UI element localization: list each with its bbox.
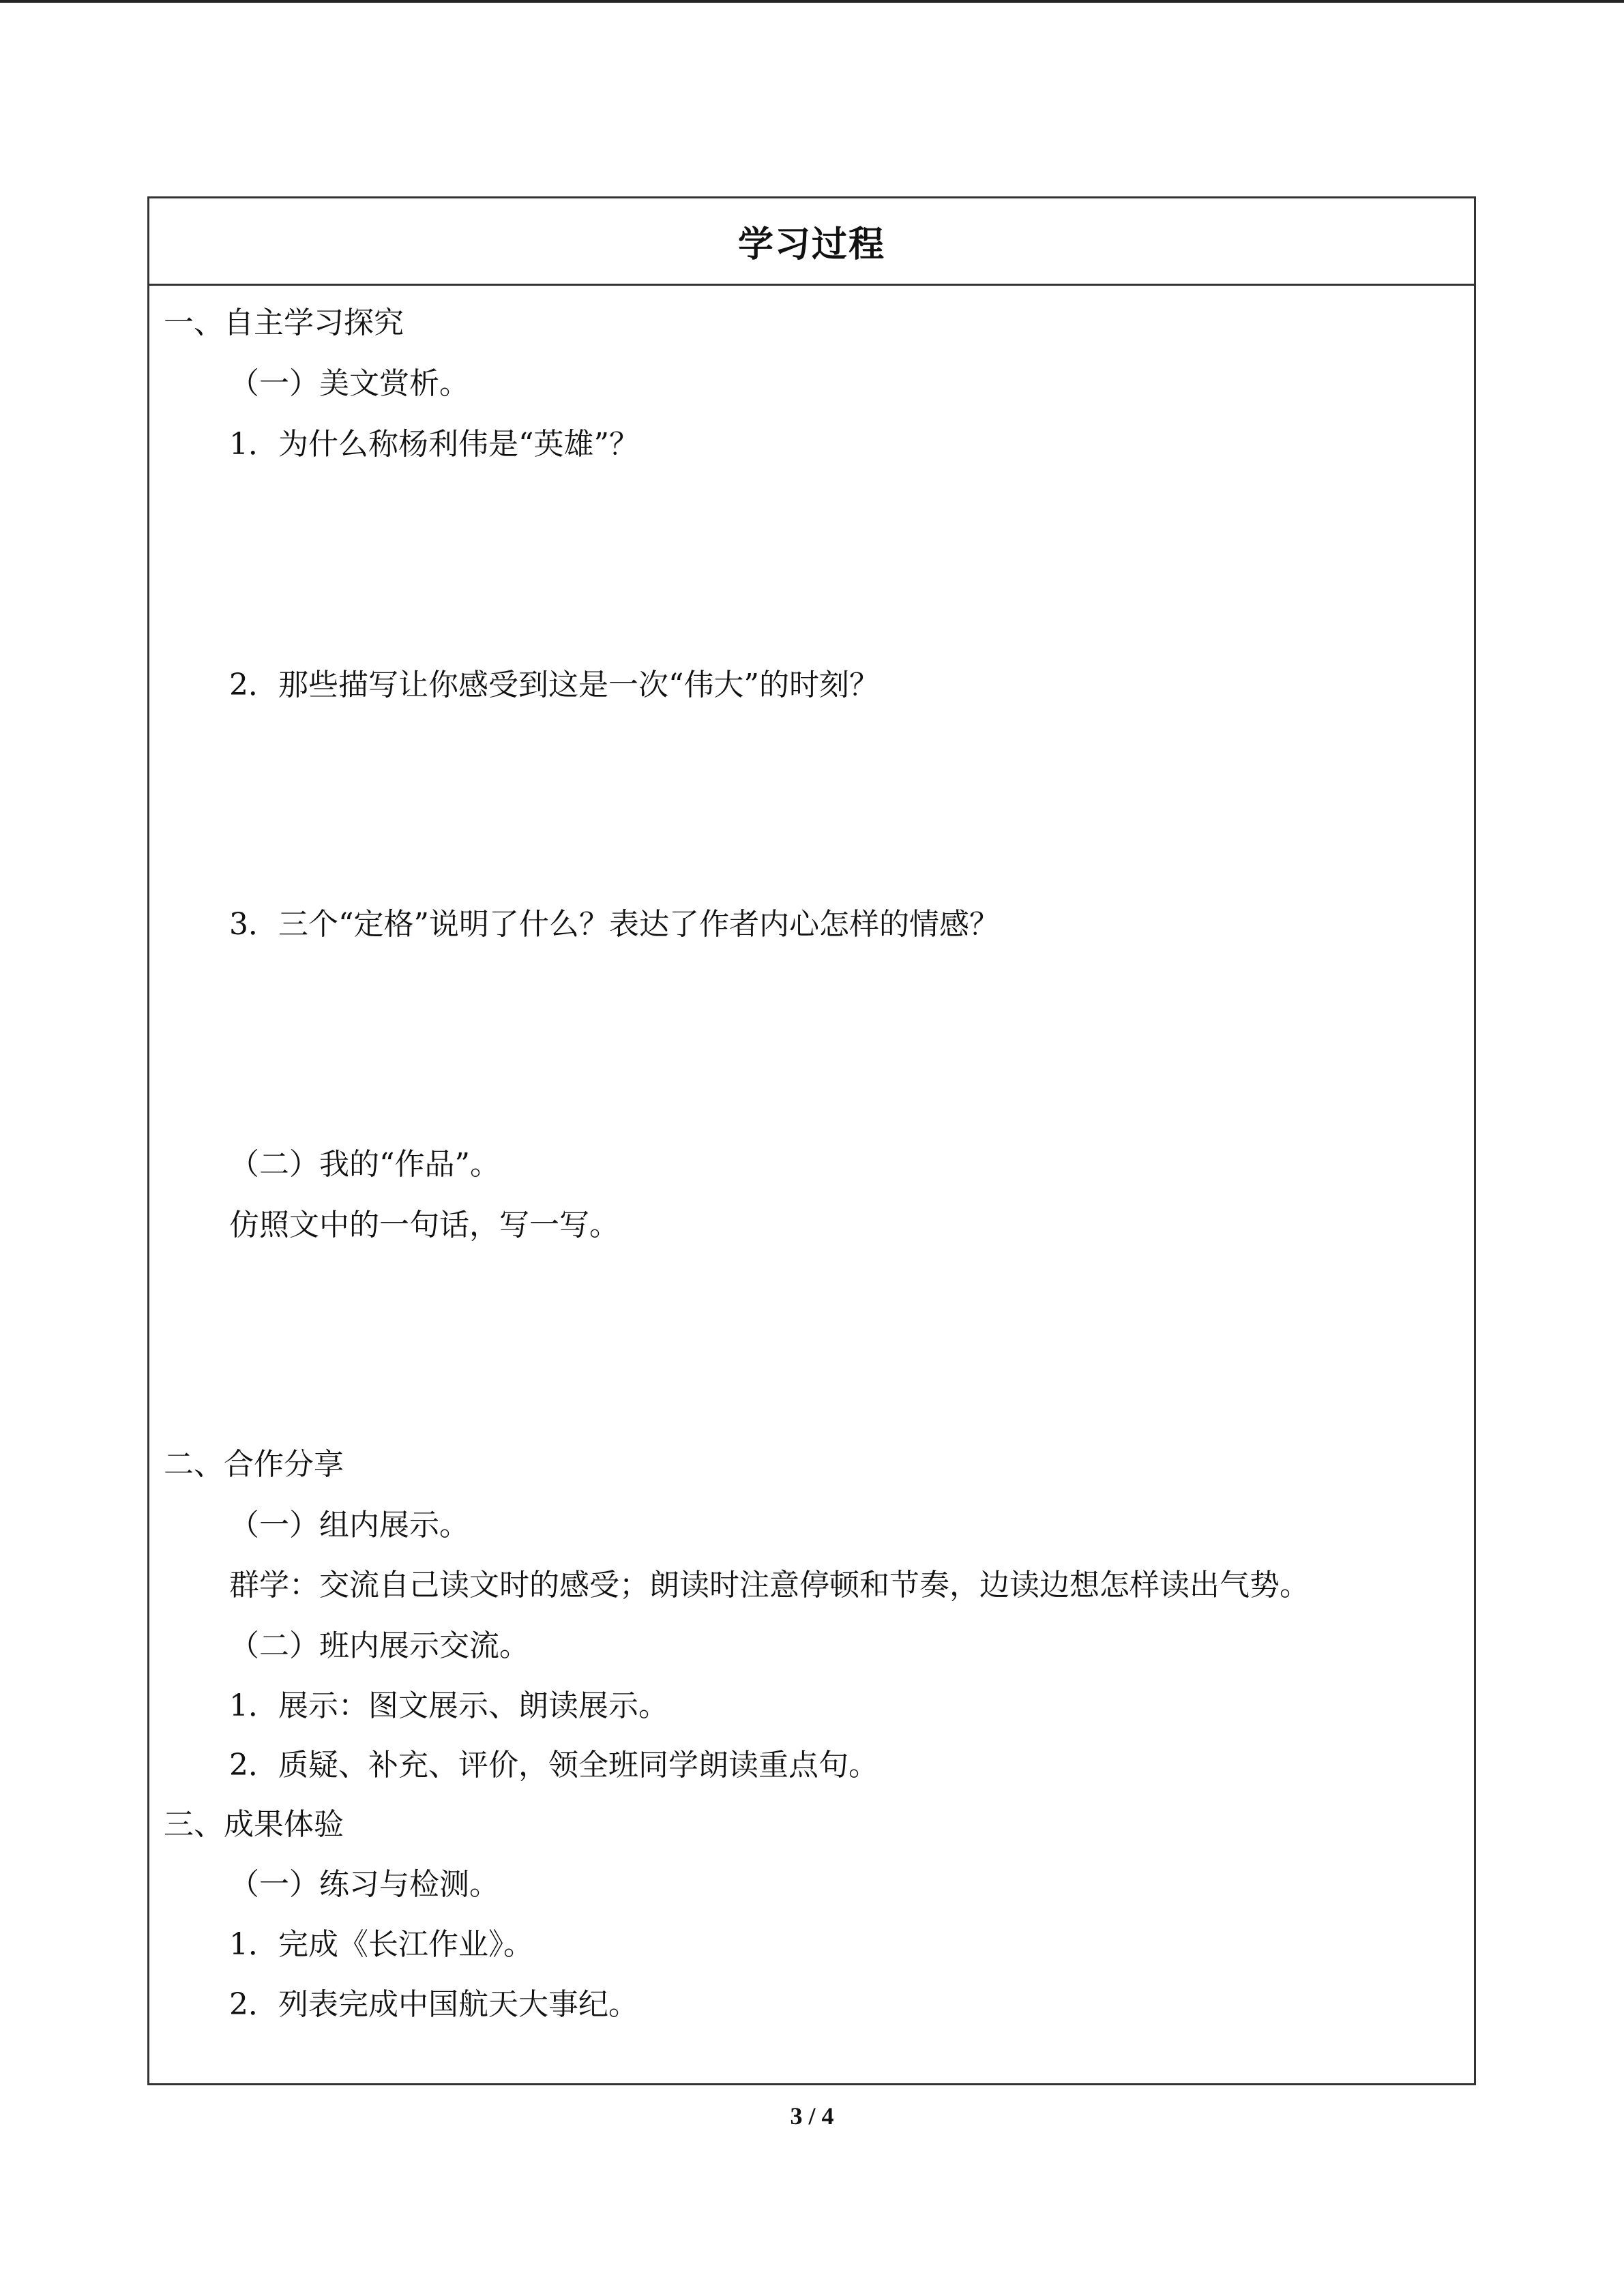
list-item: 1．展示：图文展示、朗读展示。 <box>229 1688 668 1723</box>
table-header <box>149 198 1474 286</box>
page-top-rule <box>0 0 1624 3</box>
instruction-text: 仿照文中的一句话，写一写。 <box>229 1208 619 1242</box>
subsection-heading: （一）组内展示。 <box>229 1508 469 1542</box>
list-item: 2．质疑、补充、评价，领全班同学朗读重点句。 <box>229 1748 879 1783</box>
learning-process-table <box>147 196 1476 2085</box>
subsection-heading: （一）练习与检测。 <box>229 1867 499 1902</box>
instruction-text: 群学：交流自己读文时的感受；朗读时注意停顿和节奏，边读边想怎样读出气势。 <box>229 1568 1310 1602</box>
question-item: 1．为什么称杨利伟是“英雄”？ <box>229 427 639 462</box>
subsection-heading: （二）班内展示交流。 <box>229 1628 529 1663</box>
list-item: 2．列表完成中国航天大事纪。 <box>229 1987 638 2022</box>
section-heading: 三、成果体验 <box>164 1807 344 1842</box>
section-heading: 二、合作分享 <box>164 1447 344 1482</box>
subsection-heading: （一）美文赏析。 <box>229 366 469 401</box>
section-heading: 一、自主学习探究 <box>164 305 404 340</box>
question-item: 2．那些描写让你感受到这是一次“伟大”的时刻？ <box>229 668 879 702</box>
list-item: 1．完成《长江作业》。 <box>229 1927 533 1962</box>
page-number: 3 / 4 <box>790 2102 834 2130</box>
question-item: 3．三个“定格”说明了什么？表达了作者内心怎样的情感？ <box>229 907 999 942</box>
table-title: 学习过程 <box>737 224 885 265</box>
subsection-heading: （二）我的“作品”。 <box>229 1147 500 1182</box>
